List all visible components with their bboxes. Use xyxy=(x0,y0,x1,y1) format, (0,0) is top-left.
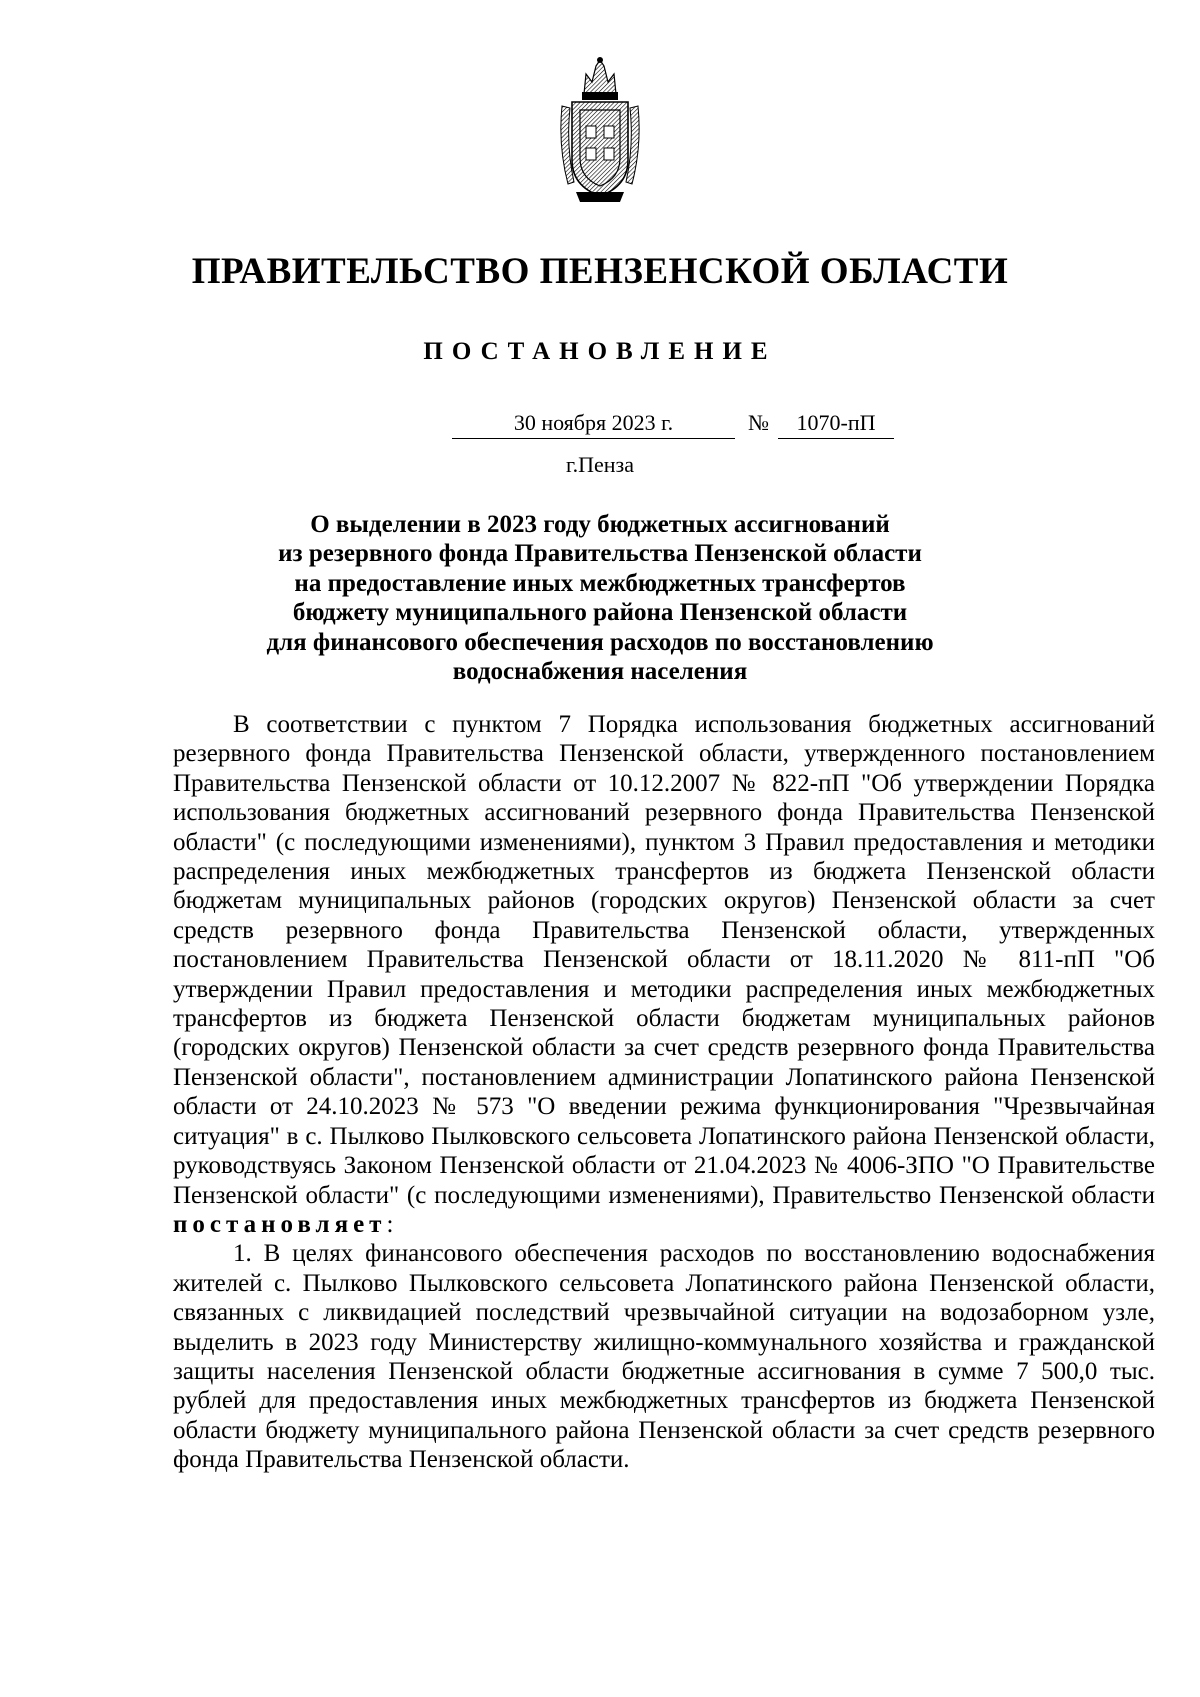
date-number-row xyxy=(0,410,1200,442)
document-body xyxy=(173,710,1155,1475)
document-type: ПОСТАНОВЛЕНИЕ xyxy=(423,338,777,365)
subject-line: на предоставление иных межбюджетных трансфертов xyxy=(294,569,906,597)
document-number: 1070-пП xyxy=(778,410,894,439)
preamble-paragraph xyxy=(173,710,1155,1239)
subject-line: О выделении в 2023 году бюджетных ассигнований xyxy=(310,511,890,538)
subject-line: водоснабжения населения xyxy=(452,658,748,686)
coat-of-arms-icon xyxy=(554,56,646,206)
decree-colon: : xyxy=(386,1210,394,1238)
subject-line: из резервного фонда Правительства Пензенской области xyxy=(278,540,922,568)
preamble-text: В соответствии с пунктом 7 Порядка использования бюджетных ассигнований резервного фонда Правительства Пензенской области, утвержденного постановлением Правительства Пензенской области от 10.12.2007 № 822-пП "Об утверждении Порядка использования бюджетных ассигнований резервного фонда Правительства Пензенской области" (с последующими изменениями), пунктом 3 Правил предоставления и методики распределения иных межбюджетных трансфертов из бюджета Пензенской области бюджетам муниципальных районов (городских округов) Пензенской области за счет средств резервного фонда Правительства Пензенской области, утвержденных постановлением Правительства Пензенской области от 18.11.2020 № 811-пП "Об утверждении Правил предоставления и методики распределения иных межбюджетных трансфертов из бюджета Пензенской области бюджетам муниципальных районов (городских округов) Пензенской области за счет средств резервного фонда Правительства Пензенской области", постановлением администрации Лопатинского района Пензенской области от 24.10.2023 № 573 "О введении режима функционирования "Чрезвычайная ситуация" в с. Пылково Пылковского сельсовета Лопатинского района Пензенской области, руководствуясь Законом Пензенской области от 21.04.2023 № 4006-ЗПО "О Правительстве Пензенской области" (с последующими изменениями), Правительство Пензенской области xyxy=(173,711,1155,1209)
number-sign: № xyxy=(748,410,769,435)
organization-title: ПРАВИТЕЛЬСТВО ПЕНЗЕНСКОЙ ОБЛАСТИ xyxy=(191,251,1009,292)
document-date: 30 ноября 2023 г. xyxy=(452,410,735,439)
document-city: г.Пенза xyxy=(566,452,634,477)
document-subject xyxy=(200,510,1000,686)
item-paragraph: 1. В целях финансового обеспечения расходов по восстановлению водоснабжения жителей с. Пылково Пылковского сельсовета Лопатинского района Пензенской области, связанных с ликвидацией последствий чрезвычайной ситуации на водозаборном узле, выделить в 2023 году Министерству жилищно-коммунального хозяйства и гражданской защиты населения Пензенской области бюджетные ассигнования в сумме 7 500,0 тыс. рублей для предоставления иных межбюджетных трансфертов из бюджета Пензенской области бюджету муниципального района Пензенской области за счет средств резервного фонда Правительства Пензенской области. xyxy=(173,1240,1155,1474)
decree-word: постановляет xyxy=(173,1210,387,1238)
subject-line: бюджету муниципального района Пензенской области xyxy=(292,599,908,627)
subject-line: для финансового обеспечения расходов по восстановлению xyxy=(266,628,934,656)
